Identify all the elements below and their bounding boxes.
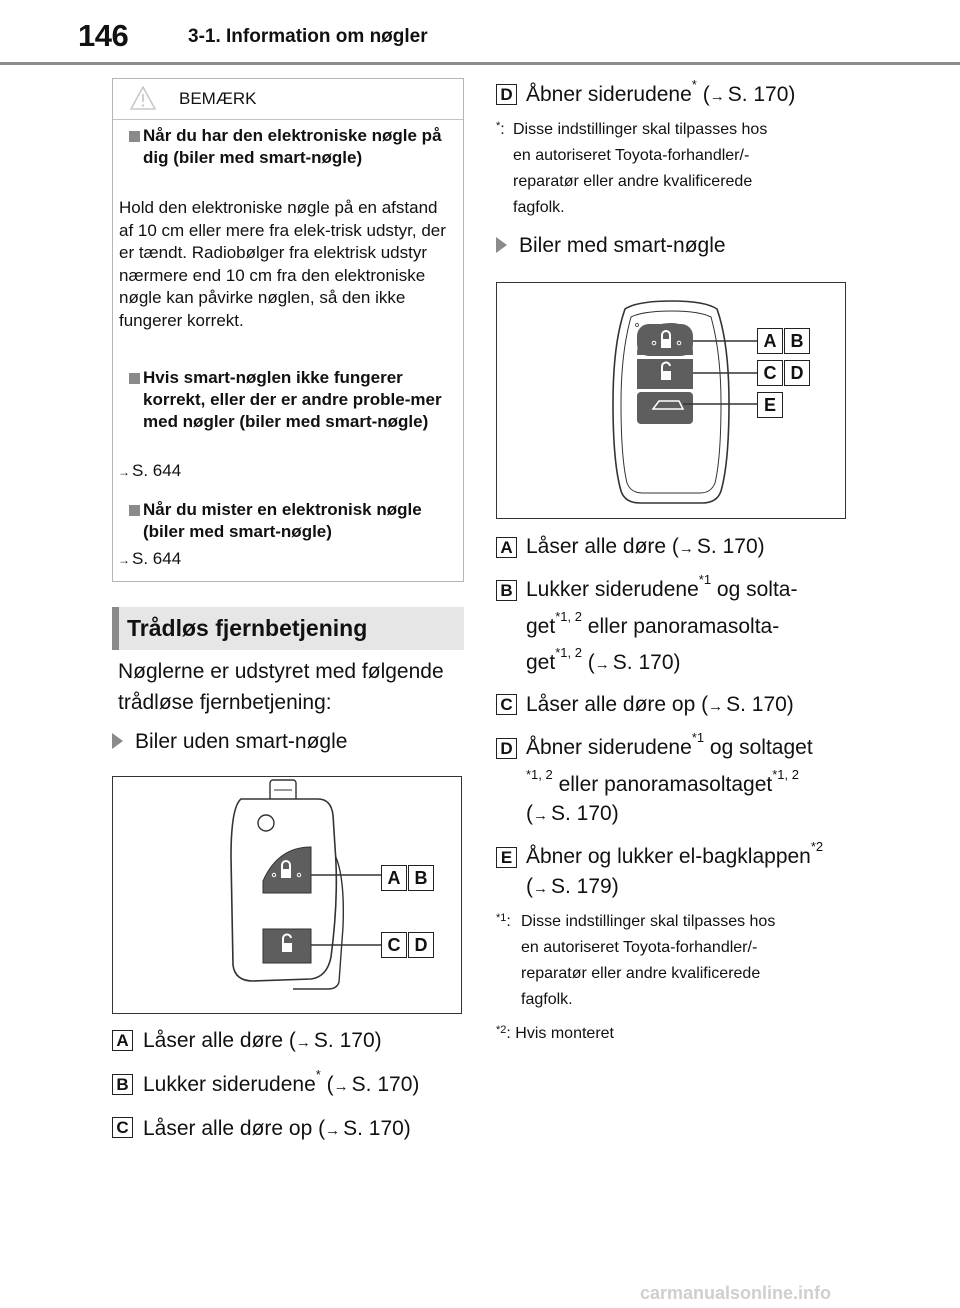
arrow-right-icon: →	[709, 88, 725, 105]
triangle-bullet-icon	[112, 733, 123, 749]
label-b-right: B	[496, 580, 517, 601]
warning-icon	[129, 84, 157, 112]
intro-line-1: Nøglerne er udstyret med følgende	[118, 660, 444, 683]
section-heading-bar	[112, 607, 119, 650]
note-header	[113, 79, 463, 120]
arrow-right-icon: →	[594, 656, 610, 673]
note-ref-3: → S. 644	[118, 549, 182, 568]
section-heading	[112, 607, 464, 650]
triangle-bullet-icon	[496, 237, 507, 253]
footnote-star-line-4: fagfolk.	[513, 199, 565, 216]
footnote-star-line-2: en autoriseret Toyota-forhandler/-	[513, 147, 750, 164]
arrow-right-icon: →	[295, 1034, 311, 1051]
label-a-right: A	[496, 537, 517, 558]
note-box: BEMÆRK Når du har den elektroniske nøgle på dig (biler med smart-nøgle) Hold den elektroniske nøgle på en afstand af 10 cm eller mere fra elek-trisk udstyr, der er tændt. Radiobølger fra elektrisk udstyr nærmere end 10 cm fra den elektroniske nøgle kan påvirke nøglen, så den ikke fungerer korrekt. Hvis smart-nøglen ikke fungerer korrekt, eller der er andre proble-mer med nøgler (biler med smart-nøgle) → S. 644 Når du mister en elektronisk nøgle (biler med smart-nøgle) → S. 644	[112, 78, 464, 582]
footnote-1-line-2: en autoriseret Toyota-forhandler/-	[521, 939, 758, 956]
note-ref-2: → S. 644	[118, 461, 182, 480]
callout-a: A	[757, 328, 783, 354]
arrow-right-icon: →	[333, 1078, 349, 1095]
arrow-right-icon: →	[325, 1122, 341, 1139]
callout-c: C	[757, 360, 783, 386]
right-item-e-line-1: Åbner og lukker el-bagklappen$^{*2}$	[526, 839, 824, 868]
label-a: A	[112, 1030, 133, 1051]
left-item-a: Låser alle døre (→ S. 170)	[143, 1029, 382, 1052]
footnote-2: $^{*2}$: Hvis monteret	[496, 1024, 614, 1042]
callout-a: A	[381, 865, 407, 891]
intro-line-2: trådløse fjernbetjening:	[118, 691, 332, 714]
label-b: B	[112, 1074, 133, 1095]
arrow-right-icon: →	[533, 880, 548, 897]
arrow-right-icon: →	[118, 553, 130, 567]
callout-d: D	[784, 360, 810, 386]
right-item-d-top: Åbner siderudene* (→ S. 170)	[526, 77, 796, 106]
footnote-star-line-3: reparatør eller andre kvalificerede	[513, 173, 753, 190]
left-item-b: Lukker siderudene* (→ S. 170)	[143, 1067, 420, 1096]
right-item-d-line-3: (→ S. 170)	[526, 802, 619, 825]
bullet-square-icon	[129, 131, 140, 142]
label-e-right: E	[496, 847, 517, 868]
section-title: 3-1. Information om nøgler	[188, 26, 428, 47]
footnote-1-line-4: fagfolk.	[521, 991, 573, 1008]
footnote-1-line-1: Disse indstillinger skal tilpasses hos	[521, 913, 776, 930]
smart-key-icon	[497, 283, 847, 520]
note-paragraph-1: Hold den elektroniske nøgle på en afstand af 10 cm eller mere fra elek-trisk udstyr, der er tændt. Radiobølger fra elektrisk udstyr nærmere end 10 cm fra den elektroniske nøgle kan påvirke nøglen, så den ikke fungerer korrekt.	[119, 198, 446, 330]
callout-b: B	[408, 865, 434, 891]
left-item-c: Låser alle døre op (→ S. 170)	[143, 1117, 411, 1140]
label-d-right: D	[496, 738, 517, 759]
arrow-right-icon: →	[533, 807, 548, 824]
right-item-a: Låser alle døre (→ S. 170)	[526, 535, 765, 558]
right-item-b-line-1: Lukker siderudene$^{*1}$ og solta-	[526, 572, 798, 601]
label-c: C	[112, 1117, 133, 1138]
callout-d: D	[408, 932, 434, 958]
callout-b: B	[784, 328, 810, 354]
right-item-b-line-2: get$^{*1, 2}$ eller panoramasolta-	[526, 609, 780, 638]
footnote-star-line-1: Disse indstillinger skal tilpasses hos	[513, 121, 768, 138]
right-item-c: Låser alle døre op (→ S. 170)	[526, 693, 794, 716]
section-heading-title: Trådløs fjernbetjening	[127, 615, 368, 641]
note-title: BEMÆRK	[179, 89, 257, 108]
right-item-e-line-2: (→ S. 179)	[526, 875, 619, 898]
watermark: carmanualsonline.info	[640, 1283, 832, 1303]
footnote-1-mark: $^{*1}$:	[496, 912, 511, 930]
subheading-smart-key: Biler med smart-nøgle	[496, 234, 726, 258]
arrow-right-icon: →	[678, 540, 694, 557]
header-divider	[0, 62, 960, 65]
subheading-no-smart-key: Biler uden smart-nøgle	[112, 730, 347, 754]
arrow-right-icon: →	[708, 698, 724, 715]
callout-e: E	[757, 392, 783, 418]
label-d-top: D	[496, 84, 517, 105]
right-item-d-line-1: Åbner siderudene$^{*1}$ og soltaget	[526, 730, 813, 759]
label-c-right: C	[496, 694, 517, 715]
footnote-star-mark: *:	[496, 120, 505, 138]
bullet-square-icon	[129, 373, 140, 384]
key-illustration-smart	[496, 282, 846, 519]
page-number: 146	[78, 18, 129, 53]
callout-c: C	[381, 932, 407, 958]
right-item-b-line-3: get$^{*1, 2}$ (→ S. 170)	[526, 645, 681, 674]
bullet-square-icon	[129, 505, 140, 516]
remote-key-icon	[113, 777, 463, 1015]
key-illustration-basic	[112, 776, 462, 1014]
right-item-d-line-2: $^{*1, 2}$ eller panoramasoltaget$^{*1, 2}$	[526, 767, 799, 796]
arrow-right-icon: →	[118, 465, 130, 479]
footnote-1-line-3: reparatør eller andre kvalificerede	[521, 965, 761, 982]
